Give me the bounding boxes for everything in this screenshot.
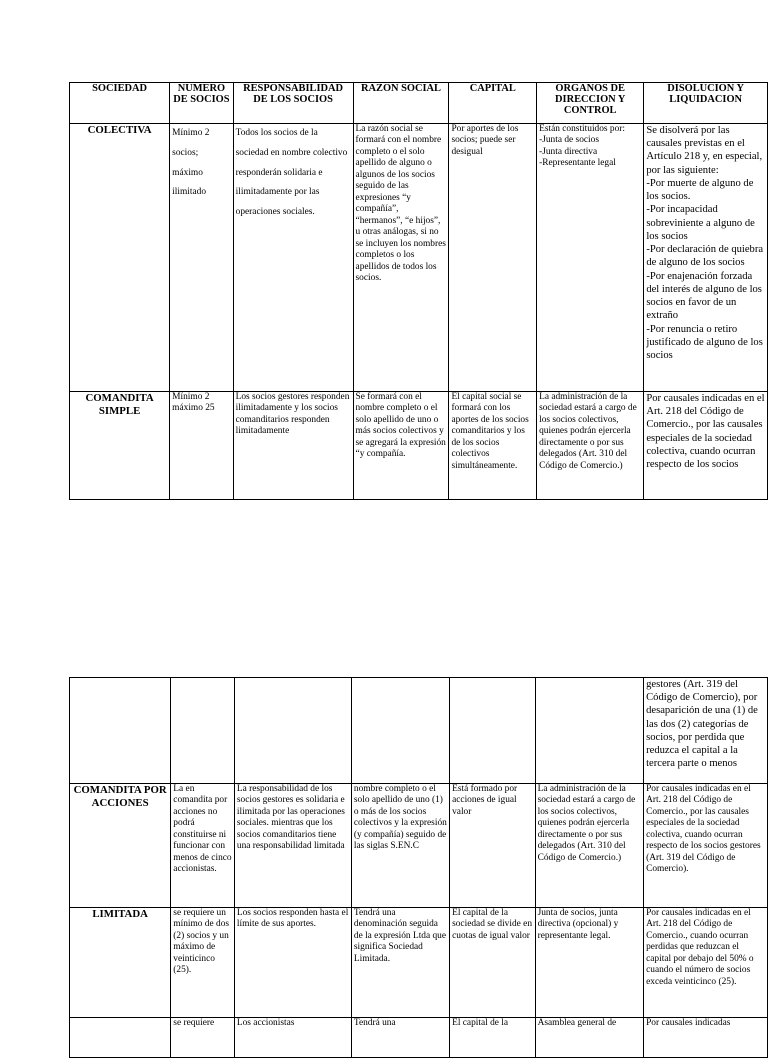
cell-responsabilidad: Los accionistas xyxy=(234,1018,351,1058)
cell-disolucion: Se disolverá por las causales previstas en el Artículo 218 y, en especial, por las siguiente: -Por muerte de alguno de los socios. -Por incapacidad sobreviniente a alguno de los socios -Por declaración de quiebra de alguno de los socios -Por enajenación forzada del interés de alguno de los socios en favor de un extraño -Por renuncia o retiro justificado de alguno de los socios xyxy=(644,124,768,392)
cell-empty xyxy=(234,678,351,784)
table-row xyxy=(70,784,768,908)
table-header-row xyxy=(70,83,768,124)
header-organos: ORGANOS DE DIRECCION Y CONTROL xyxy=(537,83,644,124)
cell-responsabilidad: Los socios gestores responden ilimitadamente y los socios comanditarios responden limitadamente xyxy=(233,392,353,500)
societies-table-2 xyxy=(69,677,768,1058)
cell-disolucion: Por causales indicadas en el Art. 218 del Código de Comercio., por las causales especiales de la sociedad colectiva, cuando ocurran respecto de los socios gestores (Art. 319 del Código de Comercio). xyxy=(644,784,768,908)
cell-empty xyxy=(70,678,171,784)
header-disolucion: DISOLUCION Y LIQUIDACION xyxy=(644,83,768,124)
cell-responsabilidad: La responsabilidad de los socios gestores es solidaria e ilimitada por las operaciones sociales. mientras que los socios comanditarios tiene una responsabilidad limitada xyxy=(234,784,351,908)
cell-capital: El capital de la sociedad se divide en cuotas de igual valor xyxy=(450,908,536,1018)
cell-razon: Tendrá una denominación seguida de la expresión Ltda que significa Sociedad Limitada. xyxy=(351,908,449,1018)
cell-responsabilidad: Todos los socios de la sociedad en nombre colectivo responderán solidaria e ilimitadamente por las operaciones sociales. xyxy=(233,124,353,392)
cell-disolucion: gestores (Art. 319 del Código de Comercio), por desaparición de una (1) de las dos (2) categorías de socios, por perdida que reduzca el capital a la tercera parte o menos xyxy=(644,678,768,784)
row-label-limitada: LIMITADA xyxy=(70,908,171,1018)
header-responsabilidad: RESPONSABILIDAD DE LOS SOCIOS xyxy=(233,83,353,124)
cell-razon: nombre completo o el solo apellido de uno (1) o más de los socios colectivos y la expresión (y compañía) seguido de las siglas S.EN.C xyxy=(351,784,449,908)
row-label-colectiva: COLECTIVA xyxy=(70,124,170,392)
cell-disolucion: Por causales indicadas en el Art. 218 del Código de Comercio., cuando ocurran perdidas que reduzcan el capital por debajo del 50% o cuando el número de socios exceda veinticinco (25). xyxy=(644,908,768,1018)
cell-organos: La administración de la sociedad estará a cargo de los socios colectivos, quienes podrán ejercerla directamente o por sus delegados (Art. 310 del Código de Comercio.) xyxy=(535,784,644,908)
header-sociedad: SOCIEDAD xyxy=(70,83,170,124)
header-capital: CAPITAL xyxy=(449,83,537,124)
cell-organos: La administración de la sociedad estará a cargo de los socios colectivos, quienes podrán ejercerla directamente o por sus delegados (Art. 310 del Código de Comercio.) xyxy=(537,392,644,500)
table-row-continuation xyxy=(70,678,768,784)
header-numero-socios: NUMERO DE SOCIOS xyxy=(170,83,233,124)
cell-razon: Tendrá una xyxy=(351,1018,449,1058)
cell-razon: Se formará con el nombre completo o el solo apellido de uno o más socios colectivos y se agregará la expresión “y compañía. xyxy=(353,392,449,500)
cell-organos: Junta de socios, junta directiva (opcional) y representante legal. xyxy=(535,908,644,1018)
table-row xyxy=(70,392,768,500)
cell-disolucion: Por causales indicadas xyxy=(644,1018,768,1058)
cell-numero: Mínimo 2 máximo 25 xyxy=(170,392,233,500)
cell-capital: Por aportes de los socios; puede ser desigual xyxy=(449,124,537,392)
header-razon-social: RAZON SOCIAL xyxy=(353,83,449,124)
cell-disolucion: Por causales indicadas en el Art. 218 del Código de Comercio., por las causales especiales de la sociedad colectiva, cuando ocurran respecto de los socios xyxy=(644,392,768,500)
cell-capital: El capital social se formará con los aportes de los socios comanditarios y los de los socios colectivos simultáneamente. xyxy=(449,392,537,500)
cell-empty xyxy=(351,678,449,784)
cell-organos: Asamblea general de xyxy=(535,1018,644,1058)
cell-empty xyxy=(450,678,536,784)
row-label-comandita-simple: COMANDITA SIMPLE xyxy=(70,392,170,500)
societies-table-1 xyxy=(69,82,768,500)
cell-numero: La en comandita por acciones no podrá constituirse ni funcionar con menos de cinco accionistas. xyxy=(171,784,235,908)
cell-numero: Mínimo 2 socios; máximo ilimitado xyxy=(170,124,233,392)
cell-organos: Están constituidos por: -Junta de socios -Junta directiva -Representante legal xyxy=(537,124,644,392)
cell-capital: Está formado por acciones de igual valor xyxy=(450,784,536,908)
cell-numero: se requiere un mínimo de dos (2) socios y un máximo de veinticinco (25). xyxy=(171,908,235,1018)
row-label-comandita-acciones: COMANDITA POR ACCIONES xyxy=(70,784,171,908)
cell-empty xyxy=(171,678,235,784)
cell-numero: se requiere xyxy=(171,1018,235,1058)
cell-empty xyxy=(535,678,644,784)
table-row xyxy=(70,124,768,392)
cell-razon: La razón social se formará con el nombre completo o el solo apellido de alguno o algunos de los socios seguido de las expresiones “y compañía”, “hermanos”, “e hijos”, u otras análogas, si no se incluyen los nombres completos o los apellidos de todos los socios. xyxy=(353,124,449,392)
cell-responsabilidad: Los socios responden hasta el límite de sus aportes. xyxy=(234,908,351,1018)
table-row xyxy=(70,908,768,1018)
cell-capital: El capital de la xyxy=(450,1018,536,1058)
